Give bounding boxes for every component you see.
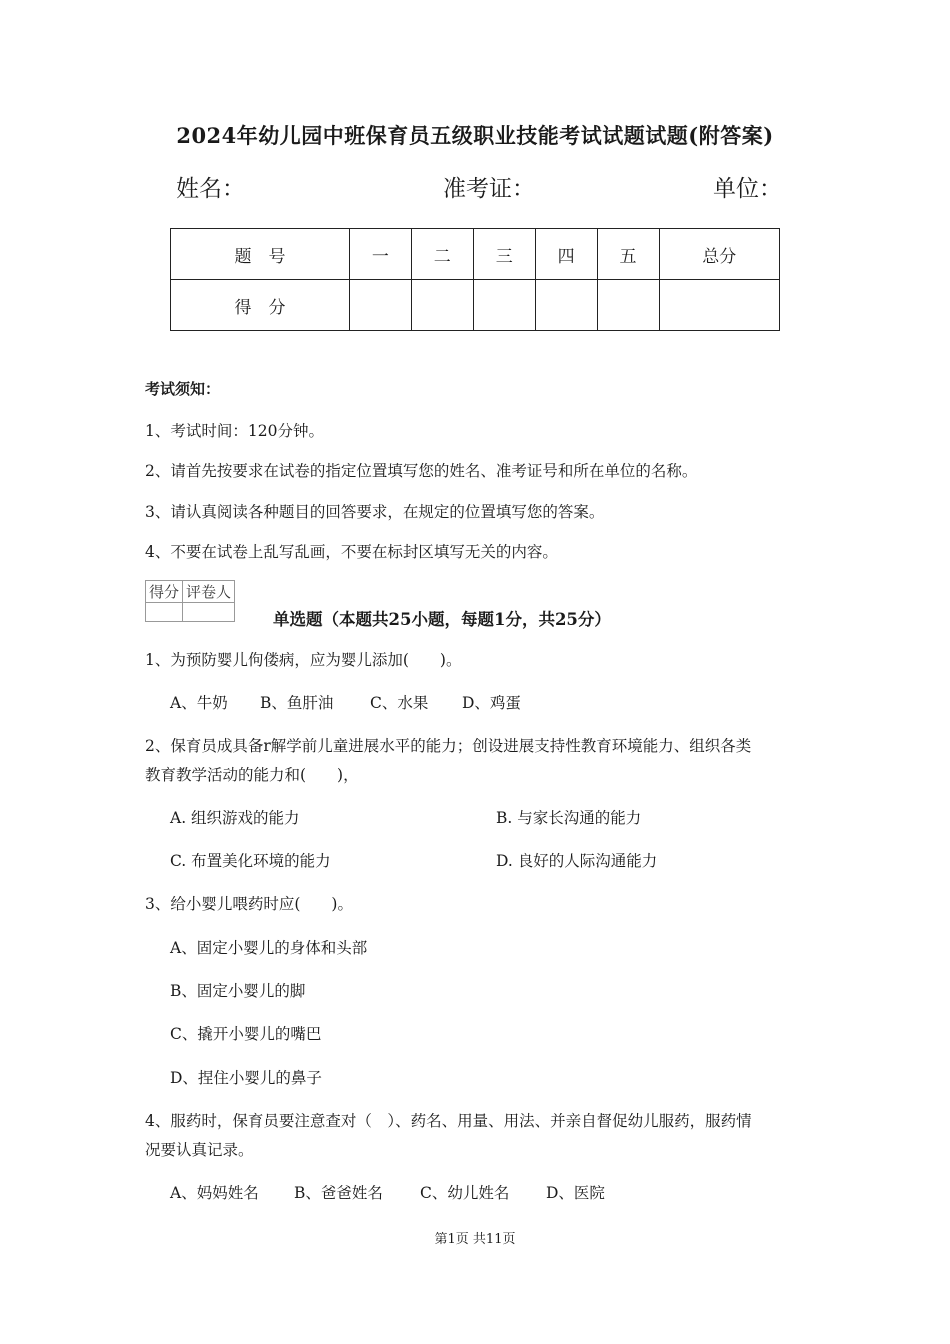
question-2-stem-line1: 2、保育员成具备r解学前儿童进展水平的能力；创设进展支持性教育环境能力、组织各类 [145,737,752,755]
question-number-label: 题 号 [171,229,350,280]
q2-option-a: A. 组织游戏的能力 [170,809,300,827]
section-5-header: 五 [597,229,659,280]
question-2-stem-line2: 教育教学活动的能力和( )， [145,766,359,784]
q4-option-c: C、幼儿姓名 [420,1184,510,1202]
notice-heading: 考试须知： [145,380,221,398]
score-table-header-row [171,229,780,280]
q3-option-b: B、固定小婴儿的脚 [170,982,306,1000]
question-1-stem: 1、为预防婴儿佝偻病，应为婴儿添加( )。 [145,651,462,669]
score-cell-1[interactable] [349,280,411,331]
question-3-stem: 3、给小婴儿喂药时应( )。 [145,895,353,913]
q3-option-a: A、固定小婴儿的身体和头部 [170,939,368,957]
q2-option-c: C. 布置美化环境的能力 [170,852,331,870]
notice-item: 4、不要在试卷上乱写乱画，不要在标封区填写无关的内容。 [145,543,558,561]
grader-reviewer-label: 评卷人 [183,581,235,603]
section-1-header: 一 [349,229,411,280]
section-4-header: 四 [535,229,597,280]
q3-option-c: C、撬开小婴儿的嘴巴 [170,1025,322,1043]
score-cell-3[interactable] [473,280,535,331]
q2-option-b: B. 与家长沟通的能力 [496,809,642,827]
grader-reviewer-cell[interactable] [183,603,235,622]
question-4-stem-line1: 4、服药时，保育员要注意查对（ ）、药名、用量、用法、并亲自督促幼儿服药，服药情 [145,1112,752,1130]
score-cell-4[interactable] [535,280,597,331]
q1-option-a: A、牛奶 [170,694,228,712]
score-table [170,228,780,331]
notice-item: 2、请首先按要求在试卷的指定位置填写您的姓名、准考证号和所在单位的名称。 [145,462,698,480]
q4-option-a: A、妈妈姓名 [170,1184,259,1202]
section-3-header: 三 [473,229,535,280]
notice-item: 3、请认真阅读各种题目的回答要求，在规定的位置填写您的答案。 [145,503,605,521]
section-heading: 单选题（本题共25小题，每题1分，共25分） [273,610,611,629]
grader-score-cell[interactable] [146,603,183,622]
notice-item: 1、考试时间：120分钟。 [145,422,324,440]
q2-option-d: D. 良好的人际沟通能力 [496,852,658,870]
unit-field-label: 单位： [713,176,782,202]
q3-option-d: D、捏住小婴儿的鼻子 [170,1069,322,1087]
page-title: 2024年幼儿园中班保育员五级职业技能考试试题试题(附答案) [176,123,774,148]
score-cell-2[interactable] [411,280,473,331]
q4-option-b: B、爸爸姓名 [294,1184,383,1202]
q1-option-d: D、鸡蛋 [462,694,521,712]
score-label: 得 分 [171,280,350,331]
page-footer: 第1页 共11页 [434,1232,516,1247]
exam-number-field-label: 准考证： [443,176,535,202]
total-header: 总分 [659,229,779,280]
score-cell-total[interactable] [659,280,779,331]
grader-score-label: 得分 [146,581,183,603]
q1-option-b: B、鱼肝油 [260,694,334,712]
question-4-stem-line2: 况要认真记录。 [145,1141,254,1159]
score-table-score-row [171,280,780,331]
grader-box [145,580,235,622]
score-cell-5[interactable] [597,280,659,331]
q1-option-c: C、水果 [370,694,429,712]
q4-option-d: D、医院 [546,1184,605,1202]
name-field-label: 姓名： [176,176,245,202]
section-2-header: 二 [411,229,473,280]
